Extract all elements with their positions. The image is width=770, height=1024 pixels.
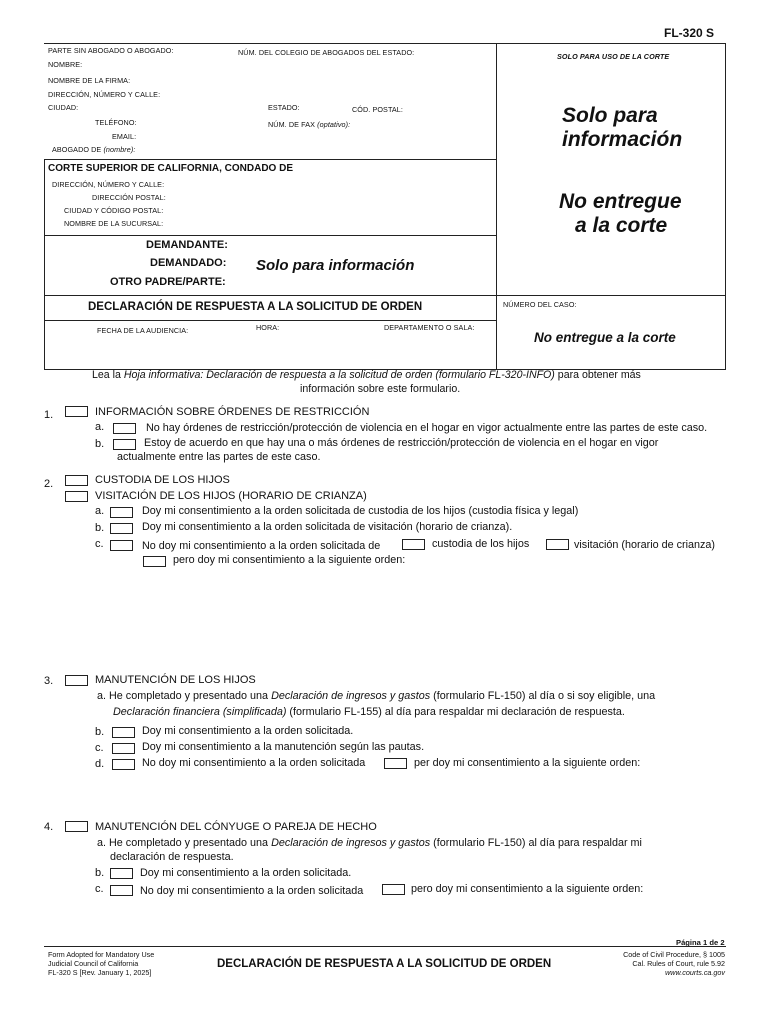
title-no-deliver: No entregue a la corte (534, 330, 676, 345)
s1-a-label: a. (95, 421, 105, 433)
s3-d-label: d. (95, 758, 105, 770)
s2-a-checkbox[interactable] (110, 507, 133, 518)
other-party-label[interactable]: OTRO PADRE/PARTE: (110, 276, 226, 288)
parties-box-bottom (44, 295, 726, 296)
attorney-box-bottom (44, 159, 496, 160)
s4-number: 4. (44, 821, 54, 833)
s2-number: 2. (44, 478, 54, 490)
s4-b-text: Doy mi consentimiento a la orden solicitada. (140, 867, 352, 879)
court-mailing-label[interactable]: DIRECCIÓN POSTAL: (92, 193, 166, 202)
petitioner-label[interactable]: DEMANDANTE: (146, 239, 228, 251)
intro-info-sheet[interactable]: Hoja informativa: Declaración de respuesta a la solicitud de orden (formulario FL-320-INFO) (123, 369, 555, 381)
s3-d-checkbox[interactable] (112, 759, 135, 770)
form-title: DECLARACIÓN DE RESPUESTA A LA SOLICITUD DE ORDEN (88, 301, 423, 313)
s4-b-label: b. (95, 867, 105, 879)
s2-b-text: Doy mi consentimiento a la orden solicitada de visitación (horario de crianza). (142, 521, 513, 533)
page-number: Página 1 de 2 (676, 938, 725, 947)
court-title: CORTE SUPERIOR DE CALIFORNIA, CONDADO DE (48, 163, 294, 174)
parties-info-only: Solo para información (256, 257, 415, 274)
intro-line2: información sobre este formulario. (300, 383, 461, 395)
footer-code-1: Code of Civil Procedure, § 1005 (623, 950, 725, 959)
no-deliver-line2: a la corte (575, 214, 668, 237)
footer-adopted-1: Form Adopted for Mandatory Use (48, 950, 155, 959)
s2-b-label: b. (95, 522, 105, 534)
s1-b-label: b. (95, 438, 105, 450)
court-box-bottom (44, 235, 496, 236)
header-top-rule (44, 43, 726, 44)
s3-b-label: b. (95, 726, 105, 738)
footer-website[interactable]: www.courts.ca.gov (665, 968, 725, 977)
s1-checkbox[interactable] (65, 406, 88, 417)
s4-b-checkbox[interactable] (110, 868, 133, 879)
s2-c-visitation-text: visitación (horario de crianza) (574, 539, 716, 551)
s2-custody-checkbox[interactable] (65, 475, 88, 486)
s2-c-other-checkbox[interactable] (143, 556, 166, 567)
s3-c-label: c. (95, 742, 104, 754)
s3-c-text: Doy mi consentimiento a la manutención según las pautas. (142, 741, 425, 753)
s2-c-text: No doy mi consentimiento a la orden solicitada de (142, 540, 381, 552)
s1-title: INFORMACIÓN SOBRE ÓRDENES DE RESTRICCIÓN (95, 406, 370, 418)
footer-rule (44, 946, 726, 947)
s4-a-italic: Declaración de ingresos y gastos (271, 837, 431, 849)
state-label[interactable]: ESTADO: (268, 103, 300, 112)
s2-c-custody-text: custodia de los hijos (432, 538, 530, 550)
s4-c-checkbox[interactable] (110, 885, 133, 896)
s2-c-custody-checkbox[interactable] (402, 539, 425, 550)
s4-c-other-checkbox[interactable] (382, 884, 405, 895)
s4-c-text2: pero doy mi consentimiento a la siguiente orden: (411, 883, 644, 895)
court-street-label[interactable]: DIRECCIÓN, NÚMERO Y CALLE: (52, 180, 165, 189)
intro-post: para obtener más (557, 369, 641, 381)
s3-a-pre: a. He completado y presentado una (97, 690, 269, 702)
intro-line1 (92, 369, 641, 382)
s2-visitation-checkbox[interactable] (65, 491, 88, 502)
info-only-line1: Solo para (562, 104, 658, 127)
email-label[interactable]: EMAIL: (112, 132, 137, 141)
s2-title2: VISITACIÓN DE LOS HIJOS (HORARIO DE CRIANZA) (95, 490, 367, 502)
name-label[interactable]: NOMBRE: (48, 60, 83, 69)
s4-c-label: c. (95, 883, 104, 895)
party-label: PARTE SIN ABOGADO O ABOGADO: (48, 46, 174, 55)
s2-c-checkbox[interactable] (110, 540, 133, 551)
s3-checkbox[interactable] (65, 675, 88, 686)
s1-b-text: Estoy de acuerdo en que hay una o más órdenes de restricción/protección de violencia en el hogar en vigor (144, 437, 659, 449)
s3-a-mid: (formulario FL-150) al día o si soy eligible, una (433, 690, 656, 702)
left-border (44, 160, 45, 369)
s3-d-text2: per doy mi consentimiento a la siguiente orden: (414, 757, 641, 769)
s4-a-post: (formulario FL-150) al día para respaldar mi (433, 837, 642, 849)
fax-optional: (optativo): (317, 120, 351, 129)
court-city-zip-label[interactable]: CIUDAD Y CÓDIGO POSTAL: (64, 206, 164, 215)
attorney-for-name: (nombre): (103, 145, 136, 154)
respondent-label[interactable]: DEMANDADO: (150, 257, 227, 269)
s2-a-text: Doy mi consentimiento a la orden solicitada de custodia de los hijos (custodia física y legal) (142, 505, 579, 517)
s4-a-pre: a. He completado y presentado una (97, 837, 269, 849)
hearing-time-label[interactable]: HORA: (256, 323, 280, 332)
s1-a-checkbox[interactable] (113, 423, 136, 434)
footer-title: DECLARACIÓN DE RESPUESTA A LA SOLICITUD DE ORDEN (217, 958, 552, 970)
fax-text: NÚM. DE FAX (268, 120, 316, 129)
footer-adopted-2: Judicial Council of California (48, 959, 139, 968)
court-branch-label[interactable]: NOMBRE DE LA SUCURSAL: (64, 219, 164, 228)
bar-number-label: NÚM. DEL COLEGIO DE ABOGADOS DEL ESTADO: (238, 48, 415, 57)
attorney-for-text: ABOGADO DE (52, 145, 102, 154)
s4-checkbox[interactable] (65, 821, 88, 832)
s4-c-text: No doy mi consentimiento a la orden solicitada (140, 885, 364, 897)
s2-b-checkbox[interactable] (110, 523, 133, 534)
s1-number: 1. (44, 409, 54, 421)
s2-c-label: c. (95, 538, 104, 550)
s4-title: MANUTENCIÓN DEL CÓNYUGE O PAREJA DE HECHO (95, 821, 377, 833)
zip-label[interactable]: CÓD. POSTAL: (352, 105, 403, 114)
s1-b-text2: actualmente entre las partes de este caso. (117, 451, 321, 463)
s2-c-visitation-checkbox[interactable] (546, 539, 569, 550)
intro-pre: Lea la (92, 369, 121, 381)
footer-adopted-3: FL-320 S [Rev. January 1, 2025] (48, 968, 152, 977)
fax-label[interactable] (268, 120, 350, 129)
s3-b-checkbox[interactable] (112, 727, 135, 738)
s3-c-checkbox[interactable] (112, 743, 135, 754)
phone-label[interactable]: TELÉFONO: (95, 118, 137, 127)
s3-number: 3. (44, 675, 54, 687)
right-border (725, 43, 726, 369)
s3-b-text: Doy mi consentimiento a la orden solicitada. (142, 725, 354, 737)
info-only-line2: información (562, 128, 683, 151)
s2-title1: CUSTODIA DE LOS HIJOS (95, 474, 230, 486)
court-use-divider (496, 43, 497, 369)
s2-a-label: a. (95, 505, 105, 517)
s4-a-line2: declaración de respuesta. (110, 851, 234, 863)
form-id: FL-320 S (664, 26, 715, 40)
footer-code-2: Cal. Rules of Court, rule 5.92 (632, 959, 725, 968)
address-label[interactable]: DIRECCIÓN, NÚMERO Y CALLE: (48, 90, 161, 99)
no-deliver-line1: No entregue (559, 190, 682, 213)
s3-d-text: No doy mi consentimiento a la orden solicitada (142, 757, 366, 769)
s3-title: MANUTENCIÓN DE LOS HIJOS (95, 674, 256, 686)
title-box-rule (44, 320, 496, 321)
city-label[interactable]: CIUDAD: (48, 103, 79, 112)
s1-b-checkbox[interactable] (113, 439, 136, 450)
court-use-label: SOLO PARA USO DE LA CORTE (557, 52, 670, 61)
s4-a-line1 (97, 837, 642, 850)
case-number-label[interactable]: NÚMERO DEL CASO: (503, 300, 577, 309)
firm-label[interactable]: NOMBRE DE LA FIRMA: (48, 76, 131, 85)
s3-a-line1 (97, 690, 655, 703)
s3-a-post: (formulario FL-155) al día para respaldar mi declaración de respuesta. (289, 706, 625, 718)
s2-c-text2: pero doy mi consentimiento a la siguiente orden: (173, 554, 406, 566)
s1-a-text: No hay órdenes de restricción/protección de violencia en el hogar en vigor actualmente entre las partes de este caso. (146, 422, 708, 434)
department-label[interactable]: DEPARTAMENTO O SALA: (384, 323, 475, 332)
hearing-date-label[interactable]: FECHA DE LA AUDIENCIA: (97, 326, 189, 335)
s3-d-other-checkbox[interactable] (384, 758, 407, 769)
s3-a-italic1: Declaración de ingresos y gastos (271, 690, 431, 702)
s3-a-line2 (113, 706, 625, 719)
s3-a-italic2: Declaración financiera (simplificada) (113, 706, 287, 718)
attorney-for-label[interactable] (52, 145, 136, 154)
